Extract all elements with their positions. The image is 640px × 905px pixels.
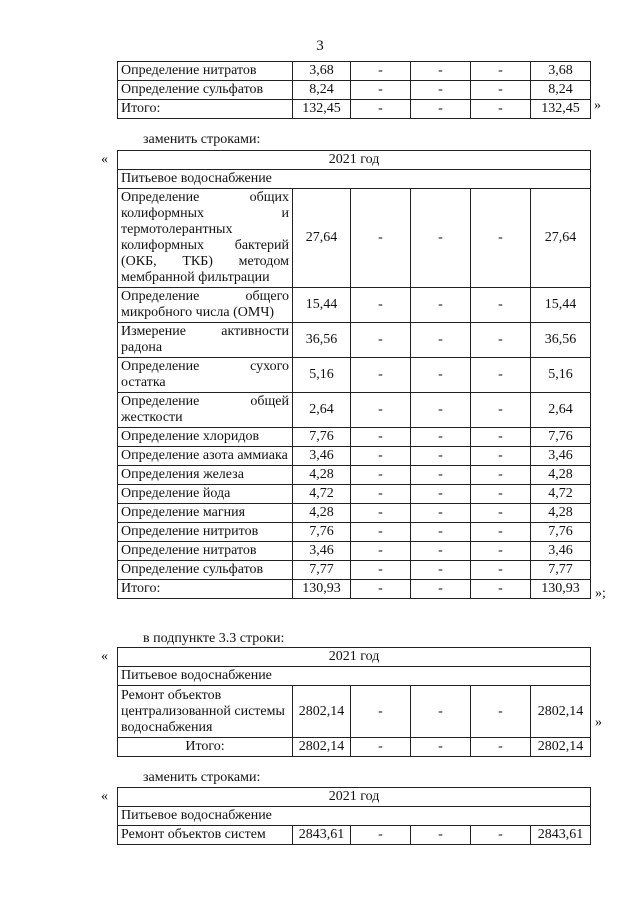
row-name: Ремонт объектов централизованной системы водоснабжения: [118, 686, 293, 738]
row-dash: -: [411, 358, 471, 393]
row-dash: -: [471, 393, 531, 428]
row-dash: -: [351, 542, 411, 561]
table-row: [118, 100, 591, 119]
page-number: 3: [316, 38, 324, 54]
row-total: 2802,14: [531, 686, 591, 738]
row-total: 4,28: [531, 466, 591, 485]
row-dash: -: [471, 485, 531, 504]
table-row: [118, 358, 591, 393]
year-heading: 2021 год: [118, 151, 591, 170]
row-dash: -: [351, 288, 411, 323]
row-value: 3,46: [293, 447, 351, 466]
row-value: 8,24: [293, 81, 351, 100]
row-dash: -: [471, 504, 531, 523]
table-row: [118, 466, 591, 485]
row-total: 3,46: [531, 447, 591, 466]
row-total: 7,77: [531, 561, 591, 580]
row-dash: -: [411, 504, 471, 523]
row-value: 130,93: [293, 580, 351, 599]
row-dash: -: [471, 189, 531, 288]
year-heading: 2021 год: [118, 788, 591, 807]
table-row: [118, 686, 591, 738]
row-total: 27,64: [531, 189, 591, 288]
table-row: [118, 826, 591, 845]
row-dash: -: [351, 81, 411, 100]
row-name: Определения железа: [118, 466, 293, 485]
row-dash: -: [411, 561, 471, 580]
row-name: Итого:: [118, 738, 293, 757]
table-row: [118, 504, 591, 523]
row-dash: -: [471, 100, 531, 119]
row-total: 15,44: [531, 288, 591, 323]
row-name: Определение общего микробного числа (ОМЧ): [118, 288, 293, 323]
table-row: [118, 447, 591, 466]
row-dash: -: [411, 485, 471, 504]
row-value: 5,16: [293, 358, 351, 393]
section-row: [118, 807, 591, 826]
row-dash: -: [411, 447, 471, 466]
row-name: Определение азота аммиака: [118, 447, 293, 466]
row-total: 4,72: [531, 485, 591, 504]
table-row: [118, 542, 591, 561]
table-row: [118, 81, 591, 100]
row-name: Определение йода: [118, 485, 293, 504]
row-dash: -: [351, 580, 411, 599]
row-name: Ремонт объектов систем: [118, 826, 293, 845]
row-dash: -: [471, 358, 531, 393]
section-heading: Питьевое водоснабжение: [118, 807, 591, 826]
row-total: 3,46: [531, 542, 591, 561]
row-dash: -: [411, 393, 471, 428]
row-dash: -: [411, 580, 471, 599]
row-value: 7,76: [293, 428, 351, 447]
row-value: 15,44: [293, 288, 351, 323]
row-dash: -: [351, 62, 411, 81]
year-heading: 2021 год: [118, 648, 591, 667]
row-value: 7,77: [293, 561, 351, 580]
row-total: 4,28: [531, 504, 591, 523]
section-heading: Питьевое водоснабжение: [118, 667, 591, 686]
row-name: Определение хлоридов: [118, 428, 293, 447]
table-row: [118, 62, 591, 81]
row-value: 7,76: [293, 523, 351, 542]
table-replacement-3-3: [117, 787, 591, 845]
year-row: [118, 151, 591, 170]
row-name: Определение общих колиформных и термотолерантных колиформных бактерий (ОКБ, ТКБ) методом мембранной фильтрации: [118, 189, 293, 288]
row-dash: -: [411, 428, 471, 447]
row-dash: -: [471, 542, 531, 561]
row-total: 7,76: [531, 523, 591, 542]
year-row: [118, 648, 591, 667]
row-dash: -: [471, 428, 531, 447]
table-row: [118, 738, 591, 757]
row-value: 4,72: [293, 485, 351, 504]
row-total: 7,76: [531, 428, 591, 447]
row-name: Определение сульфатов: [118, 561, 293, 580]
row-dash: -: [351, 523, 411, 542]
row-total: 2,64: [531, 393, 591, 428]
row-dash: -: [351, 358, 411, 393]
row-dash: -: [411, 542, 471, 561]
row-dash: -: [351, 100, 411, 119]
row-name: Определение магния: [118, 504, 293, 523]
row-dash: -: [471, 686, 531, 738]
row-value: 3,46: [293, 542, 351, 561]
row-value: 2843,61: [293, 826, 351, 845]
row-dash: -: [471, 288, 531, 323]
row-dash: -: [411, 62, 471, 81]
row-dash: -: [411, 288, 471, 323]
row-dash: -: [411, 100, 471, 119]
row-name: Итого:: [118, 580, 293, 599]
row-dash: -: [411, 466, 471, 485]
row-value: 4,28: [293, 466, 351, 485]
row-dash: -: [411, 738, 471, 757]
row-total: 8,24: [531, 81, 591, 100]
row-value: 36,56: [293, 323, 351, 358]
section-row: [118, 170, 591, 189]
paragraph: в подпункте 3.3 строки:: [143, 631, 285, 646]
row-dash: -: [351, 561, 411, 580]
row-total: 2802,14: [531, 738, 591, 757]
section-heading: Питьевое водоснабжение: [118, 170, 591, 189]
row-name: Измерение активности радона: [118, 323, 293, 358]
row-value: 4,28: [293, 504, 351, 523]
open-quote: «: [101, 789, 108, 804]
row-total: 5,16: [531, 358, 591, 393]
row-dash: -: [351, 738, 411, 757]
row-name: Определение нитратов: [118, 62, 293, 81]
row-dash: -: [471, 447, 531, 466]
row-dash: -: [411, 323, 471, 358]
row-name: Определение нитратов: [118, 542, 293, 561]
row-total: 132,45: [531, 100, 591, 119]
table-row: [118, 523, 591, 542]
row-dash: -: [351, 393, 411, 428]
row-dash: -: [471, 561, 531, 580]
row-value: 2,64: [293, 393, 351, 428]
row-dash: -: [471, 523, 531, 542]
row-dash: -: [351, 323, 411, 358]
table-subitem-3-3: [117, 647, 591, 757]
table-row: [118, 288, 591, 323]
table-previous-tail: [117, 61, 591, 119]
table-row: [118, 428, 591, 447]
row-total: 3,68: [531, 62, 591, 81]
close-quote: »;: [595, 586, 606, 601]
table-row: [118, 561, 591, 580]
row-dash: -: [351, 826, 411, 845]
row-dash: -: [351, 504, 411, 523]
row-name: Определение нитритов: [118, 523, 293, 542]
row-value: 132,45: [293, 100, 351, 119]
table-row: [118, 580, 591, 599]
row-total: 2843,61: [531, 826, 591, 845]
open-quote: «: [101, 649, 108, 664]
row-total: 130,93: [531, 580, 591, 599]
row-dash: -: [411, 523, 471, 542]
row-name: Определение общей жесткости: [118, 393, 293, 428]
row-name: Определение сухого остатка: [118, 358, 293, 393]
table-row: [118, 189, 591, 288]
row-dash: -: [411, 189, 471, 288]
row-dash: -: [471, 466, 531, 485]
year-row: [118, 788, 591, 807]
row-dash: -: [471, 580, 531, 599]
row-dash: -: [411, 686, 471, 738]
open-quote: «: [101, 152, 108, 167]
row-dash: -: [411, 81, 471, 100]
table-row: [118, 485, 591, 504]
row-dash: -: [351, 485, 411, 504]
table-row: [118, 323, 591, 358]
row-dash: -: [471, 826, 531, 845]
row-value: 3,68: [293, 62, 351, 81]
row-dash: -: [351, 189, 411, 288]
row-dash: -: [471, 323, 531, 358]
table-row: [118, 393, 591, 428]
close-quote: »: [595, 715, 602, 730]
row-total: 36,56: [531, 323, 591, 358]
row-value: 2802,14: [293, 738, 351, 757]
close-quote: »: [594, 98, 601, 113]
table-replacement: [117, 150, 591, 599]
row-dash: -: [351, 686, 411, 738]
row-dash: -: [351, 447, 411, 466]
row-dash: -: [351, 428, 411, 447]
paragraph: заменить строками:: [143, 770, 261, 785]
row-dash: -: [471, 81, 531, 100]
section-row: [118, 667, 591, 686]
row-value: 2802,14: [293, 686, 351, 738]
row-value: 27,64: [293, 189, 351, 288]
row-name: Определение сульфатов: [118, 81, 293, 100]
paragraph: заменить строками:: [143, 132, 261, 147]
row-dash: -: [411, 826, 471, 845]
row-name: Итого:: [118, 100, 293, 119]
row-dash: -: [471, 738, 531, 757]
row-dash: -: [351, 466, 411, 485]
row-dash: -: [471, 62, 531, 81]
